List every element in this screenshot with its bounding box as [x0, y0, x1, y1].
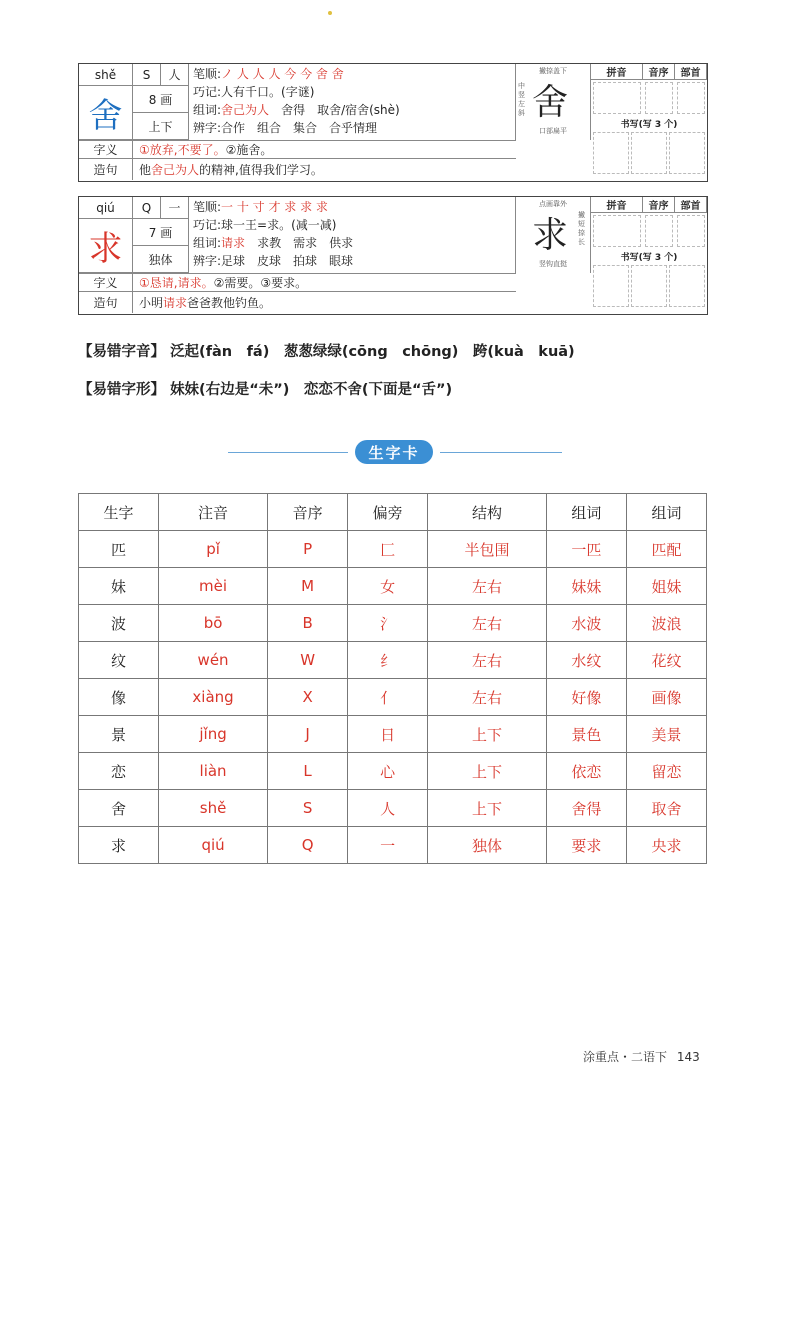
banner-line-left	[228, 452, 348, 453]
radical-cell: 一	[161, 197, 189, 219]
table-cell: pǐ	[159, 531, 268, 568]
stroke-count: 8 画	[133, 86, 189, 113]
initial-cell: S	[133, 64, 161, 86]
table-cell: 上下	[428, 753, 547, 790]
table-cell: 美景	[626, 716, 706, 753]
table-cell: L	[268, 753, 348, 790]
char-card-she	[78, 63, 708, 182]
header-cell: 组词	[546, 494, 626, 531]
glyph-char: 求	[532, 215, 569, 256]
banner-line-right	[440, 452, 562, 453]
table-cell: 水纹	[546, 642, 626, 679]
tip-pronunciation: 【易错字音】 泛起(fàn fá) 葱葱绿绿(cōng chōng) 跨(kuà kuā)	[78, 344, 575, 360]
mnemonic: 球一王=求。(减一减)	[221, 218, 337, 232]
write-box-2[interactable]	[631, 265, 667, 307]
pinyin-box[interactable]	[593, 82, 641, 114]
table-cell: 女	[348, 568, 428, 605]
main-char: 求	[79, 219, 133, 273]
meaning-row: 字义 ①放弃,不要了。②施舍。	[79, 140, 516, 158]
table-cell: B	[268, 605, 348, 642]
table-cell: 氵	[348, 605, 428, 642]
table-cell: 波浪	[626, 605, 706, 642]
table-cell: 好像	[546, 679, 626, 716]
table-cell: 左右	[428, 605, 547, 642]
glyph-guide: 点画靠外 求 撇短捺长 竖钩直挺	[516, 197, 591, 273]
table-cell: 独体	[428, 827, 547, 864]
practice-grid: 拼音 音序 部首 书写(写 3 个)	[591, 64, 707, 176]
write-box-1[interactable]	[593, 132, 629, 174]
table-cell: 一	[348, 827, 428, 864]
table-row	[79, 531, 707, 568]
pinyin-cell: shě	[79, 64, 133, 86]
table-cell: 左右	[428, 642, 547, 679]
table-cell: 水波	[546, 605, 626, 642]
pinyin-cell: qiú	[79, 197, 133, 219]
meaning-row: 字义 ①恳请,请求。②需要。③要求。	[79, 273, 516, 291]
table-row	[79, 568, 707, 605]
header-cell: 音序	[268, 494, 348, 531]
radical-box[interactable]	[677, 215, 705, 247]
stroke-count: 7 画	[133, 219, 189, 246]
table-cell: 央求	[626, 827, 706, 864]
practice-grid: 拼音 音序 部首 书写(写 3 个)	[591, 197, 707, 309]
table-cell: xiàng	[159, 679, 268, 716]
stroke-order: ノ 人 人 人 今 今 舍 舍	[221, 67, 344, 81]
radical-cell: 人	[161, 64, 189, 86]
table-cell: Q	[268, 827, 348, 864]
table-cell: 一匹	[546, 531, 626, 568]
page-number: 143	[676, 1050, 700, 1064]
table-cell: 匚	[348, 531, 428, 568]
table-cell: liàn	[159, 753, 268, 790]
table-cell: 人	[348, 790, 428, 827]
table-header-row	[79, 494, 707, 531]
char-cell: 求	[79, 827, 159, 864]
table-row	[79, 827, 707, 864]
char-cell: 妹	[79, 568, 159, 605]
header-cell: 偏旁	[348, 494, 428, 531]
banner-title: 生字卡	[355, 440, 433, 464]
word-highlight: 请求	[221, 236, 246, 250]
table-cell: M	[268, 568, 348, 605]
char-cell: 纹	[79, 642, 159, 679]
mnemonic: 人有千口。(字谜)	[221, 85, 315, 99]
char-cell: 像	[79, 679, 159, 716]
table-row	[79, 716, 707, 753]
table-cell: S	[268, 790, 348, 827]
table-cell: 日	[348, 716, 428, 753]
table-cell: 上下	[428, 716, 547, 753]
table-cell: 姐妹	[626, 568, 706, 605]
header-cell: 组词	[626, 494, 706, 531]
character-table	[78, 493, 707, 864]
table-row	[79, 753, 707, 790]
table-row	[79, 679, 707, 716]
table-cell: mèi	[159, 568, 268, 605]
table-cell: 匹配	[626, 531, 706, 568]
table-cell: wén	[159, 642, 268, 679]
main-char: 舍	[79, 86, 133, 140]
char-card-qiu	[78, 196, 708, 315]
footer-text: 涂重点・二语下	[583, 1050, 668, 1064]
table-cell: 左右	[428, 679, 547, 716]
char-cell: 匹	[79, 531, 159, 568]
distinguish-list: 合作 组合 集合 合乎情理	[221, 121, 378, 135]
table-cell: 要求	[546, 827, 626, 864]
structure-cell: 上下	[133, 113, 189, 140]
table-cell: bō	[159, 605, 268, 642]
table-cell: 左右	[428, 568, 547, 605]
top-mark	[328, 11, 332, 15]
table-cell: 留恋	[626, 753, 706, 790]
write-box-2[interactable]	[631, 132, 667, 174]
write-box-3[interactable]	[669, 265, 705, 307]
table-cell: shě	[159, 790, 268, 827]
write-box-3[interactable]	[669, 132, 705, 174]
initial-box[interactable]	[645, 215, 673, 247]
sentence-row: 造句 小明请求爸爸教他钓鱼。	[79, 291, 516, 313]
table-cell: 上下	[428, 790, 547, 827]
detail-block: 笔顺:一 十 寸 才 求 求 求 巧记:球一王=求。(减一减) 组词:请求 求教 需求 供求 辨字:足球 皮球 拍球 眼球	[189, 197, 516, 273]
table-cell: 舍得	[546, 790, 626, 827]
initial-cell: Q	[133, 197, 161, 219]
table-row	[79, 605, 707, 642]
char-cell: 景	[79, 716, 159, 753]
table-cell: 妹妹	[546, 568, 626, 605]
table-cell: 景色	[546, 716, 626, 753]
distinguish-list: 足球 皮球 拍球 眼球	[221, 254, 354, 268]
word-list: 舍得 取舍/宿舍(shè)	[269, 103, 400, 117]
table-cell: 花纹	[626, 642, 706, 679]
header-cell: 结构	[428, 494, 547, 531]
char-cell: 波	[79, 605, 159, 642]
char-cell: 恋	[79, 753, 159, 790]
table-row	[79, 790, 707, 827]
table-cell: 心	[348, 753, 428, 790]
word-highlight: 舍己为人	[221, 103, 270, 117]
header-cell: 生字	[79, 494, 159, 531]
section-banner	[0, 437, 800, 467]
table-cell: qiú	[159, 827, 268, 864]
detail-block: 笔顺:ノ 人 人 人 今 今 舍 舍 巧记:人有千口。(字谜) 组词:舍己为人 舍得 取舍/宿舍(shè) 辨字:合作 组合 集合 合乎情理	[189, 64, 516, 140]
table-cell: 纟	[348, 642, 428, 679]
table-row	[79, 642, 707, 679]
page-footer	[583, 1048, 700, 1065]
table-cell: 半包围	[428, 531, 547, 568]
write-box-1[interactable]	[593, 265, 629, 307]
tip-glyph-shape: 【易错字形】 妹妹(右边是“未”) 恋恋不舍(下面是“舌”)	[78, 382, 453, 398]
table-cell: J	[268, 716, 348, 753]
table-cell: 画像	[626, 679, 706, 716]
table-cell: 亻	[348, 679, 428, 716]
word-list: 求教 需求 供求	[245, 236, 354, 250]
glyph-char: 舍	[532, 82, 569, 123]
sentence-row: 造句 他舍己为人的精神,值得我们学习。	[79, 158, 516, 180]
stroke-order: 一 十 寸 才 求 求 求	[221, 200, 328, 214]
table-cell: 依恋	[546, 753, 626, 790]
pinyin-box[interactable]	[593, 215, 641, 247]
table-cell: jǐng	[159, 716, 268, 753]
structure-cell: 独体	[133, 246, 189, 273]
table-cell: P	[268, 531, 348, 568]
radical-box[interactable]	[677, 82, 705, 114]
table-cell: W	[268, 642, 348, 679]
header-cell: 注音	[159, 494, 268, 531]
table-cell: 取舍	[626, 790, 706, 827]
char-cell: 舍	[79, 790, 159, 827]
glyph-guide: 撇捺盖下 中竖左斜 舍 口部扁平	[516, 64, 591, 140]
initial-box[interactable]	[645, 82, 673, 114]
table-cell: X	[268, 679, 348, 716]
